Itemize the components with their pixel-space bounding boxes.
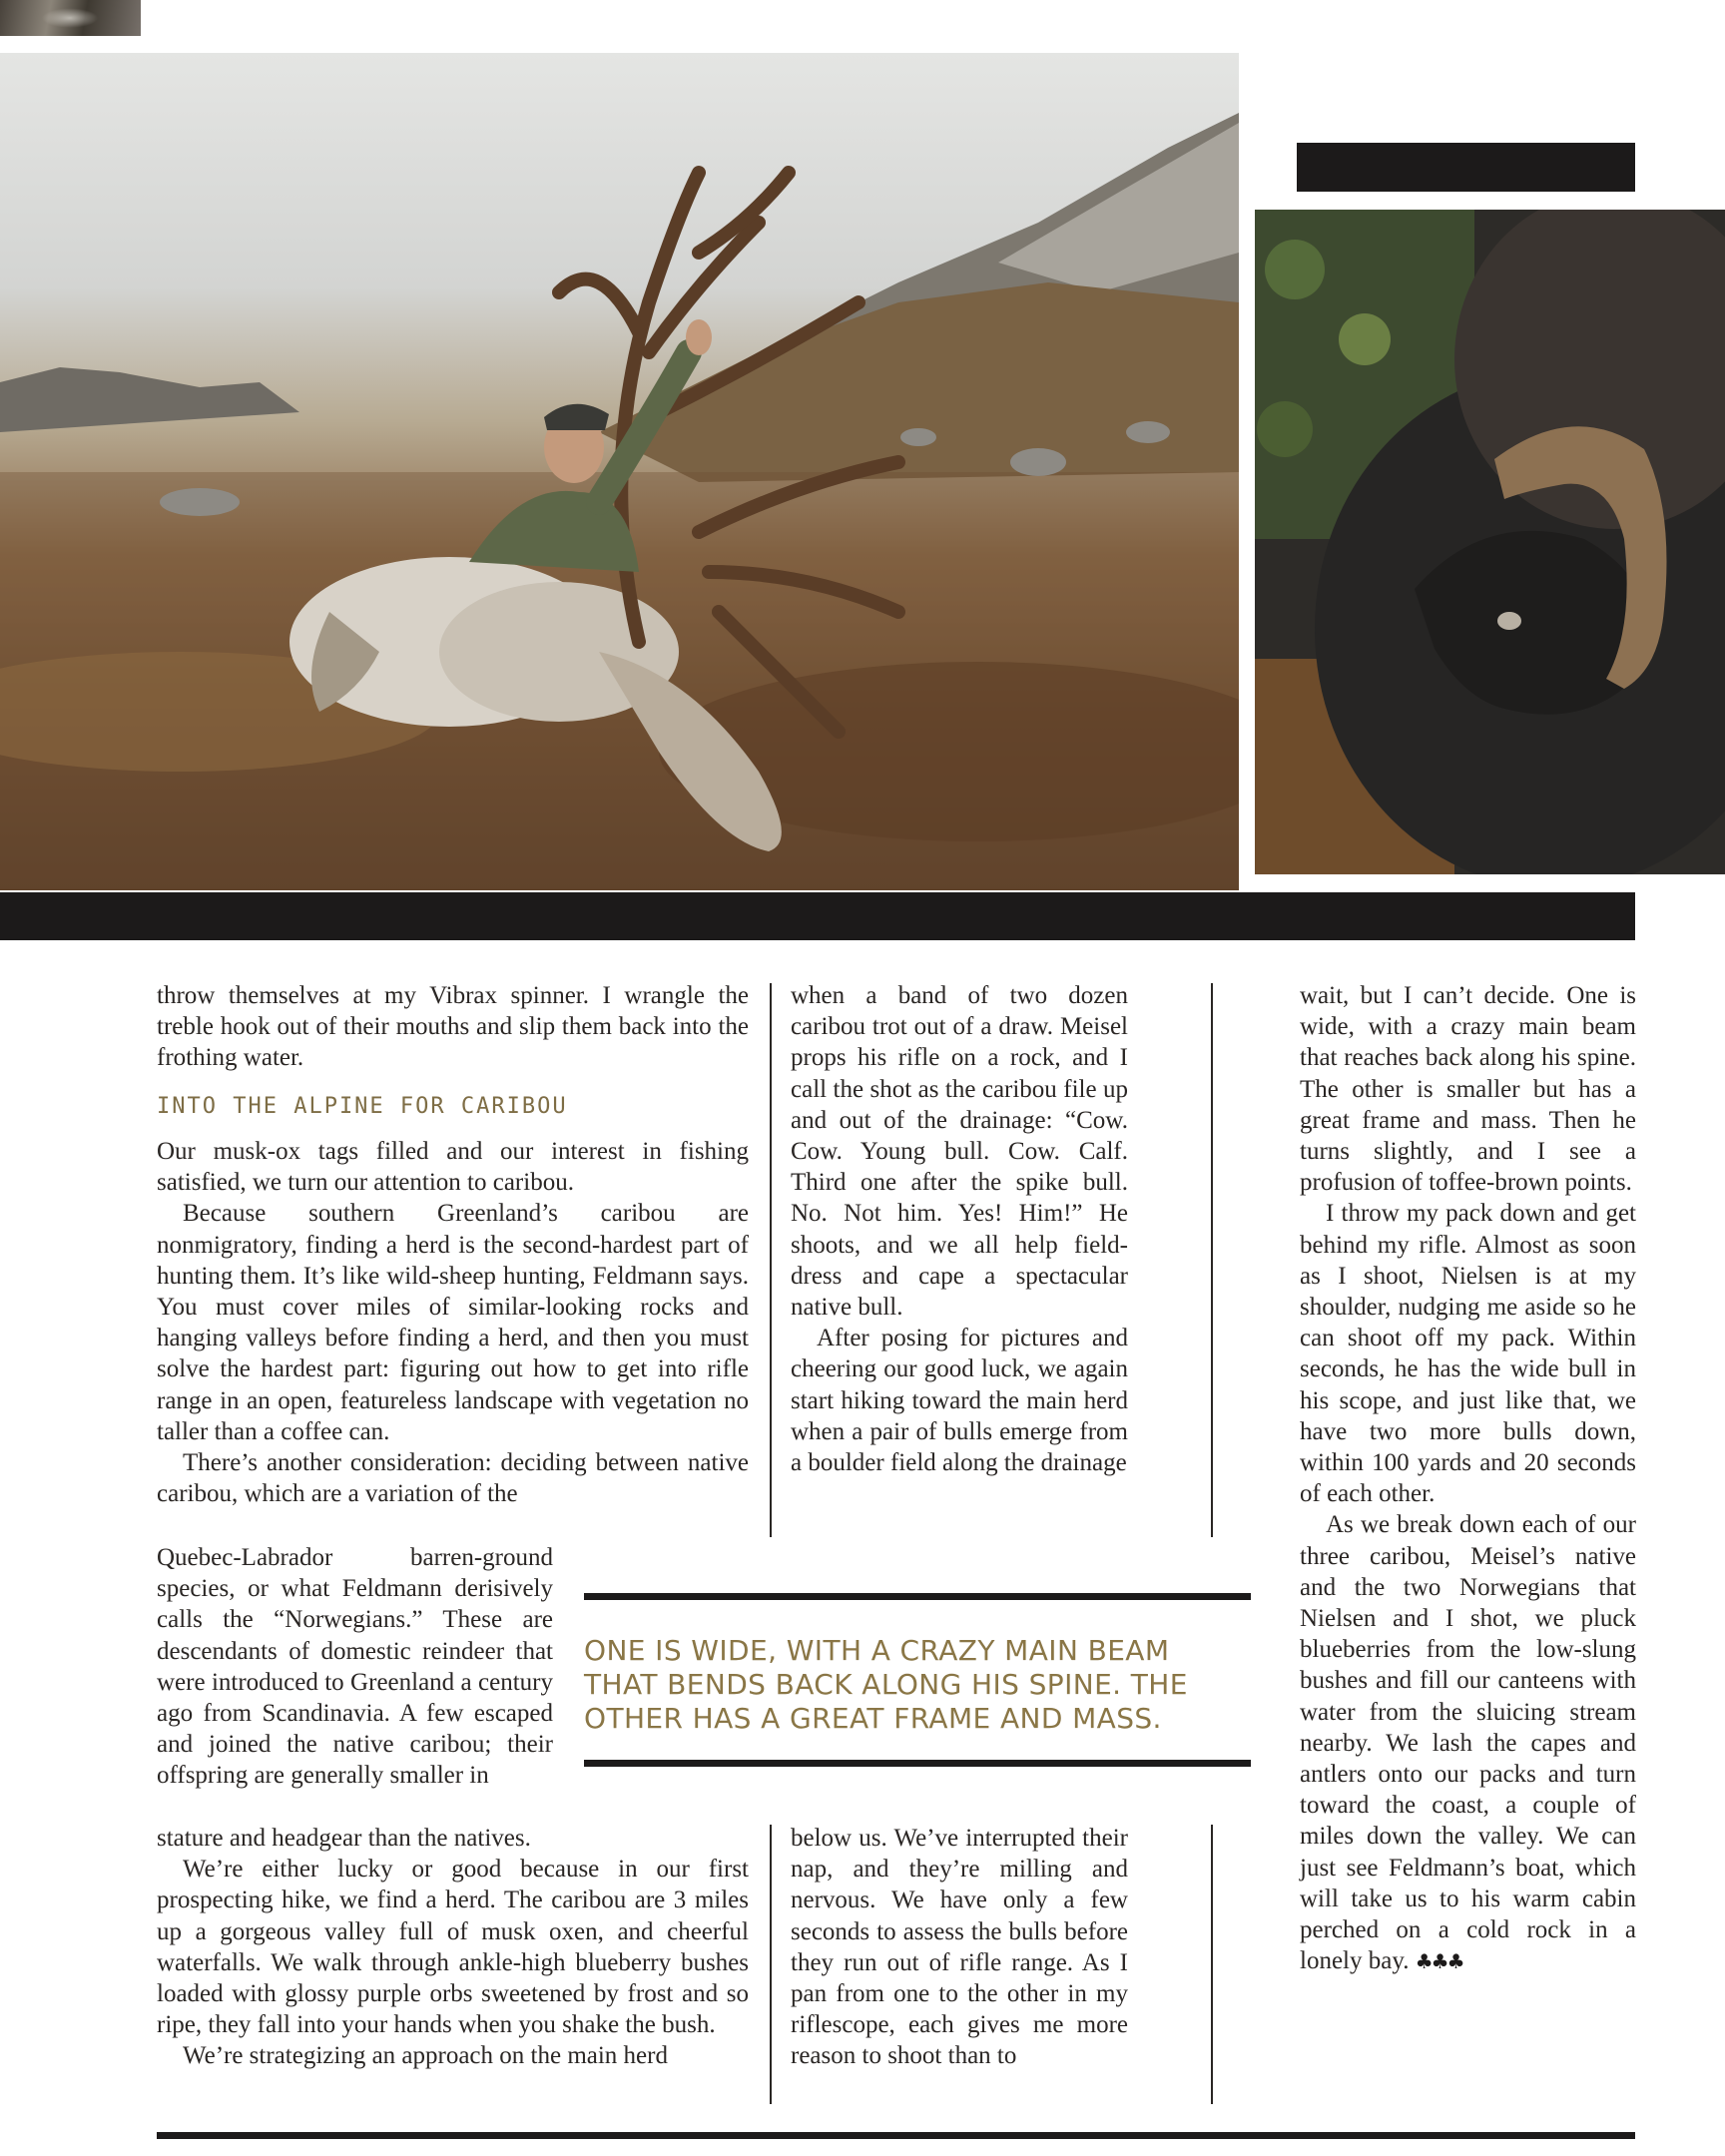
column-1-narrow-text [157, 1542, 553, 1792]
column-2-bottom-text [791, 1823, 1128, 2072]
end-mark-icon: ♣♣♣ [1415, 1949, 1463, 1974]
column-rule [1211, 1825, 1213, 2104]
column-3-text [1300, 980, 1636, 1978]
paragraph: below us. We’ve interrupted their nap, and they’re milling and nervous. We have only a few seconds to assess the bulls before they run out of rifle range. As I pan from one to the other in my riflescope, each gives me more reason to shoot than to [791, 1825, 1128, 2070]
caribou-hunter-photo [0, 53, 1239, 890]
section-subhead: INTO THE ALPINE FOR CARIBOU [157, 1094, 568, 1119]
paragraph: We’re strategizing an approach on the main herd [183, 2042, 668, 2070]
bottom-rule [157, 2132, 1635, 2139]
paragraph: when a band of two dozen caribou trot out of a draw. Meisel props his rifle on a rock, and I call the shot as the caribou file up and out of the drainage: “Cow. Cow. Young bull. Cow. Calf. Third one after the spike bull. No. Not him. Yes! Him!” He shoots, and we all help field-dress and cape a spectacular native bull. [791, 982, 1128, 1322]
paragraph [1300, 1509, 1636, 1977]
paragraph: We’re either lucky or good because in our first prospecting hike, we find a herd. The caribou are 3 miles up a gorgeous valley full of musk oxen, and cheerful waterfalls. We walk through ankle-high blueberry bushes loaded with glossy purple orbs sweetened by frost and so ripe, they fall into your hands when you shake the bush. [157, 1856, 749, 2039]
pull-quote: ONE IS WIDE, WITH A CRAZY MAIN BEAM THAT BENDS BACK ALONG HIS SPINE. THE OTHER HAS A GREAT FRAME AND MASS. [584, 1634, 1188, 1735]
column-1-body [157, 1136, 749, 1509]
paragraph: throw themselves at my Vibrax spinner. I wrangle the treble hook out of their mouths and slip them back into the frothing water. [157, 982, 749, 1072]
paragraph-text: As we break down each of our three caribou, Meisel’s native and the two Norwegians that Nielsen and I shot, we pluck blueberries from the low-slung bushes and fill our canteens with water from the sluicing stream nearby. We lash the capes and antlers onto our packs and turn toward the coast, a couple of miles down the valley. We can just see Feldmann’s boat, which will take us to his warm cabin perched on a cold rock in a lonely bay. [1300, 1511, 1636, 1975]
pull-quote-bottom-rule [584, 1760, 1251, 1767]
paragraph: After posing for pictures and cheering our good luck, we again start hiking toward the main herd when a pair of bulls emerge from a boulder field along the drainage [791, 1325, 1128, 1477]
paragraph: Because southern Greenland’s caribou are nonmigratory, finding a herd is the second-hardest part of hunting them. It’s like wild-sheep hunting, Feldmann says. You must cover miles of similar-looking rocks and hanging valleys before finding a herd, and then you must solve the hardest part: figuring out how to get into rifle range in an open, featureless landscape with vegetation no taller than a coffee can. [157, 1200, 749, 1445]
paragraph: Our musk-ox tags filled and our interest in fishing satisfied, we turn our attention to caribou. [157, 1138, 749, 1197]
column-rule [770, 1825, 772, 2104]
thumbnail-photo [0, 0, 141, 36]
black-band-divider [0, 892, 1635, 940]
paragraph: stature and headgear than the natives. [157, 1825, 531, 1852]
black-bar-decoration [1297, 143, 1635, 192]
muskox-photo [1255, 210, 1725, 874]
column-2-top-text [791, 980, 1128, 1478]
paragraph: I throw my pack down and get behind my rifle. Almost as soon as I shoot, Nielsen is at my shoulder, nudging me aside so he can shoot off my pack. Within seconds, he has the wide bull in his scope, and just like that, we have two more bulls down, within 100 yards and 20 seconds of each other. [1300, 1200, 1636, 1508]
paragraph: wait, but I can’t decide. One is wide, with a crazy main beam that reaches back along his spine. The other is smaller but has a great frame and mass. Then he turns slightly, and I see a profusion of toffee-brown points. [1300, 982, 1636, 1197]
column-1-top-text [157, 980, 749, 1074]
column-rule [1211, 983, 1213, 1537]
pull-quote-top-rule [584, 1593, 1251, 1600]
paragraph: There’s another consideration: deciding between native caribou, which are a variation of the [157, 1449, 749, 1508]
column-rule [770, 983, 772, 1537]
column-1-bottom-text [157, 1823, 749, 2072]
paragraph: Quebec-Labrador barren-ground species, or what Feldmann derisively calls the “Norwegians.” These are descendants of domestic reindeer that were introduced to Greenland a century ago from Scandinavia. A few escaped and joined the native caribou; their offspring are generally smaller in [157, 1544, 553, 1790]
